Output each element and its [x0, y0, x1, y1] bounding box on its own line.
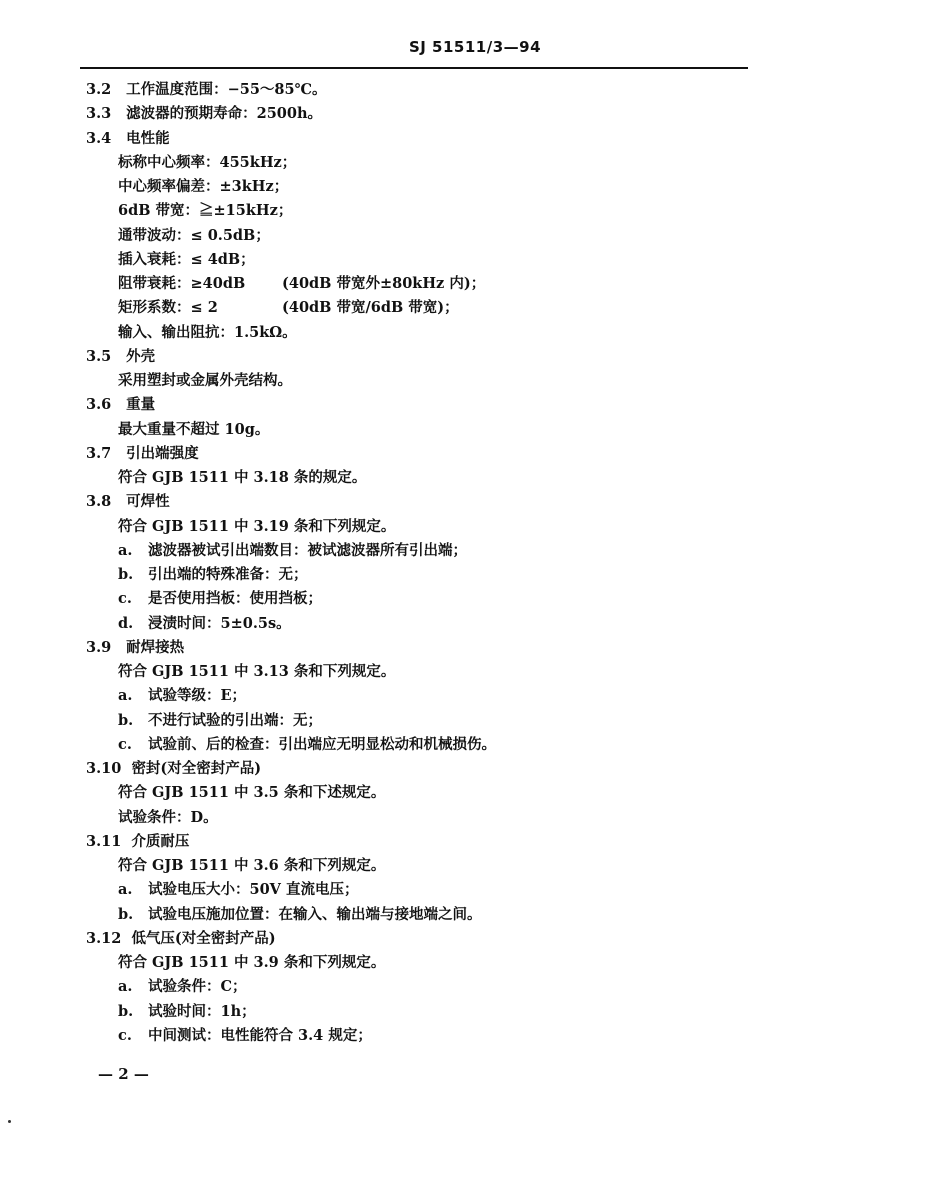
- section-title: 工作温度范围：−55～85℃。: [126, 81, 327, 98]
- list-item-label: b.: [118, 905, 134, 923]
- paragraph-line: 标称中心频率：455kHz；: [118, 153, 297, 171]
- list-item: [86, 733, 916, 757]
- list-item: [86, 684, 916, 708]
- list-item-label: b.: [118, 566, 134, 583]
- spec-value: 阻带衰耗：≥40dB: [118, 275, 246, 292]
- list-item-label: b.: [118, 711, 134, 729]
- section-number: 3.9: [86, 638, 112, 656]
- section-heading: [86, 757, 916, 781]
- list-item-text: 浸渍时间：5±0.5s。: [148, 614, 291, 632]
- section-number: 3.6: [86, 396, 112, 414]
- list-item-text: 试验等级：E；: [148, 687, 247, 705]
- paragraph-line: 通带波动：≤ 0.5dB；: [118, 226, 270, 244]
- section-number: 3.8: [86, 493, 112, 511]
- list-item-label: a.: [118, 541, 133, 559]
- list-item: [86, 878, 916, 902]
- section-number: 3.11: [86, 832, 122, 850]
- list-item-text: 引出端的特殊准备：无；: [148, 566, 308, 583]
- section-title: 介质耐压: [131, 832, 190, 850]
- list-item-label: d.: [118, 614, 134, 632]
- list-item: [86, 903, 916, 927]
- section-title: 可焊性: [126, 493, 170, 511]
- section-title: 耐焊接热: [126, 638, 185, 656]
- paragraph-line: 符合 GJB 1511 中 3.13 条和下列规定。: [118, 663, 396, 680]
- page-number: — 2 —: [98, 1065, 149, 1083]
- paragraph-line: 符合 GJB 1511 中 3.9 条和下列规定。: [118, 954, 386, 971]
- list-item: [86, 709, 916, 733]
- list-item-text: 试验条件：C；: [148, 978, 247, 996]
- section-heading: [86, 127, 916, 151]
- list-item-text: 试验前、后的检查：引出端应无明显松动和机械损伤。: [148, 735, 496, 753]
- section-number: 3.5: [86, 347, 112, 365]
- paragraph-line: 中心频率偏差：±3kHz；: [118, 178, 289, 195]
- list-item-text: 试验电压大小：50V 直流电压；: [148, 881, 359, 899]
- paragraph-line: 6dB 带宽：≧±15kHz；: [118, 202, 293, 220]
- section-heading: [86, 393, 916, 417]
- section-number: 3.12: [86, 929, 122, 947]
- section-heading: [86, 636, 916, 660]
- section-number: 3.7: [86, 444, 112, 462]
- section-title: 重量: [126, 396, 156, 414]
- list-item: [86, 612, 916, 636]
- list-item-label: a.: [118, 687, 133, 705]
- scan-speck: [8, 1120, 11, 1123]
- section-number: 3.2: [86, 81, 112, 98]
- list-item-text: 试验时间：1h；: [148, 1002, 256, 1020]
- spec-line: [86, 272, 916, 296]
- paragraph-line: 插入衰耗：≤ 4dB；: [118, 250, 255, 268]
- paragraph-line: 最大重量不超过 10g。: [118, 420, 270, 438]
- list-item: [86, 975, 916, 999]
- list-item-label: a.: [118, 881, 133, 899]
- section-heading: [86, 927, 916, 951]
- section-heading: [86, 78, 916, 102]
- spec-line: [86, 296, 916, 320]
- spec-note: (40dB 带宽外±80kHz 内)；: [282, 275, 486, 292]
- list-item-label: c.: [118, 1026, 132, 1044]
- list-item-label: c.: [118, 590, 132, 608]
- list-item-text: 是否使用挡板：使用挡板；: [148, 590, 322, 608]
- section-heading: [86, 442, 916, 466]
- list-item: [86, 1024, 916, 1048]
- paragraph-line: 试验条件：D。: [118, 808, 218, 826]
- spec-note: (40dB 带宽/6dB 带宽)；: [282, 299, 459, 317]
- list-item: [86, 587, 916, 611]
- header-rule: [80, 67, 748, 69]
- list-item-label: a.: [118, 978, 133, 996]
- paragraph-line: 采用塑封或金属外壳结构。: [118, 372, 292, 389]
- paragraph-line: 符合 GJB 1511 中 3.18 条的规定。: [118, 469, 367, 486]
- list-item: [86, 563, 916, 587]
- section-heading: [86, 345, 916, 369]
- list-item: [86, 539, 916, 563]
- section-heading: [86, 102, 916, 126]
- section-number: 3.4: [86, 129, 112, 147]
- section-heading: [86, 830, 916, 854]
- paragraph-line: 符合 GJB 1511 中 3.5 条和下述规定。: [118, 784, 386, 802]
- document-code-header: SJ 51511/3—94: [408, 38, 542, 56]
- section-heading: [86, 490, 916, 514]
- section-number: 3.10: [86, 760, 122, 777]
- section-title: 引出端强度: [126, 444, 199, 462]
- paragraph-line: 符合 GJB 1511 中 3.6 条和下列规定。: [118, 857, 386, 874]
- list-item-label: b.: [118, 1002, 134, 1020]
- section-title: 外壳: [126, 347, 156, 365]
- section-title: 低气压(对全密封产品): [131, 929, 276, 947]
- section-number: 3.3: [86, 105, 112, 123]
- list-item-text: 中间测试：电性能符合 3.4 规定；: [148, 1026, 372, 1044]
- paragraph-line: 输入、输出阻抗：1.5kΩ。: [118, 323, 297, 341]
- document-body: [86, 78, 916, 1048]
- list-item-text: 滤波器被试引出端数目：被试滤波器所有引出端；: [148, 541, 467, 559]
- paragraph-line: 符合 GJB 1511 中 3.19 条和下列规定。: [118, 517, 396, 535]
- list-item-label: c.: [118, 735, 132, 753]
- list-item: [86, 1000, 916, 1024]
- spec-value: 矩形系数：≤ 2: [118, 299, 218, 317]
- section-title: 滤波器的预期寿命：2500h。: [126, 105, 323, 123]
- section-title: 电性能: [126, 129, 170, 147]
- section-title: 密封(对全密封产品): [131, 760, 262, 777]
- list-item-text: 不进行试验的引出端：无；: [148, 711, 322, 729]
- list-item-text: 试验电压施加位置：在输入、输出端与接地端之间。: [148, 905, 482, 923]
